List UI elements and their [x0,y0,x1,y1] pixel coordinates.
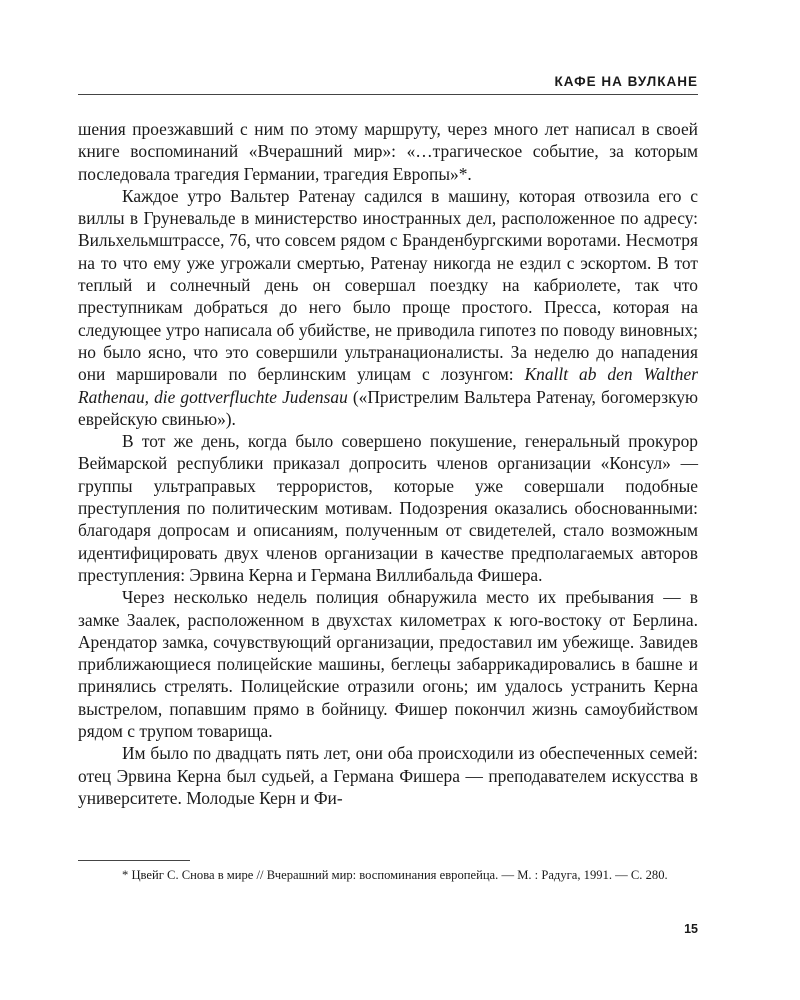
paragraph-1: шения проезжавший с ним по этому маршруту, через много лет написал в своей книге воспоминаний «Вчерашний мир»: «…трагическое событие, за которым последовала трагедия Германии, трагедия Европы»*. [78,119,698,184]
paragraph-2-text: Каждое утро Вальтер Ратенау садился в машину, которая отвозила его с виллы в Груневальде в министерство иностранных дел, расположенное по адресу: Вильхельмштрассе, 76, что совсем рядом с Бранденбургскими воротами. Несмотря на то что ему уже угрожали смертью, Ратенау никогда не ездил с эскортом. В тот теплый и солнечный день он совершал поездку на кабриолете, так что преступникам добраться до него было проще простого. Пресса, которая на следующее утро написала об убийстве, не приводила гипотез по поводу виновных; но было ясно, что это совершили ультранационалисты. За неделю до нападения они маршировали по берлинским улицам с лозунгом: [78,185,698,385]
paragraph-2-translation: («Пристрелим Вальтера Ратенау, богомерзкую еврейскую свинью»). [78,386,698,429]
paragraph-2-italic-slogan: Knallt ab den Walther Rathenau, die gottverfluchte Judensau [78,364,698,407]
paragraph-2 [78,185,698,430]
header-rule [78,94,698,95]
page-number: 15 [684,922,698,936]
paragraph-4: Через несколько недель полиция обнаружила место их пребывания — в замке Заалек, расположенном в двухстах километрах к юго-востоку от Берлина. Арендатор замка, сочувствующий организации, предоставил им убежище. Завидев приближающиеся полицейские машины, беглецы забаррикадировались в башне и принялись стрелять. Полицейские отразили огонь; им удалось устранить Керна выстрелом, попавшим прямо в бойницу. Фишер покончил жизнь самоубийством рядом с трупом товарища. [78,587,698,742]
paragraph-5: Им было по двадцать пять лет, они оба происходили из обеспеченных семей: отец Эрвина Керна был судьей, а Германа Фишера — преподавателем искусства в университете. Молодые Керн и Фи- [78,743,698,808]
running-head: КАФЕ НА ВУЛКАНЕ [554,74,698,89]
paragraph-3: В тот же день, когда было совершено покушение, генеральный прокурор Веймарской республики приказал допросить членов организации «Консул» — группы ультраправых террористов, которые уже совершали подобные преступления по политическим мотивам. Подозрения оказались обоснованными: благодаря допросам и описаниям, полученным от свидетелей, стало возможным идентифицировать двух членов организации в качестве предполагаемых авторов преступления: Эрвина Керна и Германа Виллибальда Фишера. [78,431,698,585]
footnote-rule [78,860,190,861]
body-text [78,118,698,809]
footnote: * Цвейг С. Снова в мире // Вчерашний мир: воспоминания европейца. — М. : Радуга, 1991. — С. 280. [122,868,668,882]
